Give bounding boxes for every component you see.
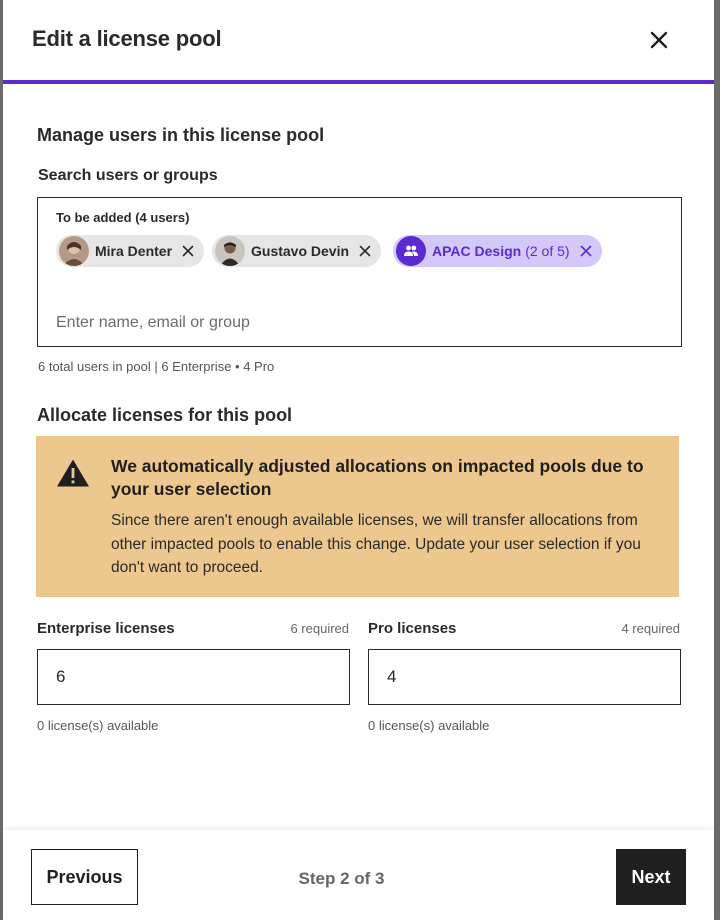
modal-header bbox=[3, 0, 714, 80]
modal-footer bbox=[3, 830, 714, 920]
warning-icon bbox=[56, 458, 90, 488]
previous-button[interactable]: Previous bbox=[31, 849, 138, 905]
pro-licenses-input[interactable] bbox=[368, 649, 681, 705]
chip-name: Gustavo Devin bbox=[251, 243, 350, 259]
group-icon bbox=[396, 236, 426, 266]
chip-name: APAC Design bbox=[432, 243, 522, 259]
edit-license-pool-modal bbox=[3, 0, 714, 920]
step-indicator: Step 2 of 3 bbox=[298, 869, 385, 888]
close-button[interactable] bbox=[645, 26, 673, 54]
enterprise-required: 6 required bbox=[290, 621, 349, 636]
search-input[interactable] bbox=[56, 314, 656, 332]
group-chip-apac-design bbox=[393, 235, 602, 267]
user-chip-mira-denter bbox=[56, 235, 204, 267]
manage-users-heading: Manage users in this license pool bbox=[37, 125, 325, 145]
remove-icon[interactable] bbox=[580, 245, 592, 257]
allocate-licenses-heading: Allocate licenses for this pool bbox=[37, 405, 293, 425]
chip-name: Mira Denter bbox=[95, 243, 173, 259]
user-chip-gustavo-devin bbox=[212, 235, 381, 267]
warning-body: Since there aren't enough available licenses, we will transfer allocations from other impacted pools to enable this change. Update your user selection if you don't want to proceed. bbox=[111, 512, 641, 576]
pro-available: 0 license(s) available bbox=[368, 718, 490, 733]
enterprise-available: 0 license(s) available bbox=[37, 718, 159, 733]
avatar bbox=[215, 236, 245, 266]
close-icon bbox=[645, 26, 673, 54]
to-be-added-label: To be added (4 users) bbox=[56, 210, 190, 225]
search-users-label: Search users or groups bbox=[38, 167, 218, 184]
group-member-count: (2 of 5) bbox=[525, 243, 570, 259]
pro-licenses-label: Pro licenses bbox=[368, 620, 457, 637]
remove-icon[interactable] bbox=[182, 245, 194, 257]
warning-banner bbox=[36, 436, 679, 597]
warning-title: We automatically adjusted allocations on impacted pools due to your user selection bbox=[111, 456, 644, 499]
remove-icon[interactable] bbox=[359, 245, 371, 257]
enterprise-licenses-input[interactable] bbox=[37, 649, 350, 705]
pool-summary: 6 total users in pool | 6 Enterprise • 4 Pro bbox=[38, 359, 275, 374]
modal-title: Edit a license pool bbox=[32, 26, 222, 51]
next-button[interactable]: Next bbox=[616, 849, 686, 905]
accent-bar bbox=[3, 80, 714, 84]
user-search-box[interactable] bbox=[37, 197, 682, 347]
pro-required: 4 required bbox=[621, 621, 680, 636]
avatar bbox=[59, 236, 89, 266]
enterprise-licenses-label: Enterprise licenses bbox=[37, 620, 175, 637]
